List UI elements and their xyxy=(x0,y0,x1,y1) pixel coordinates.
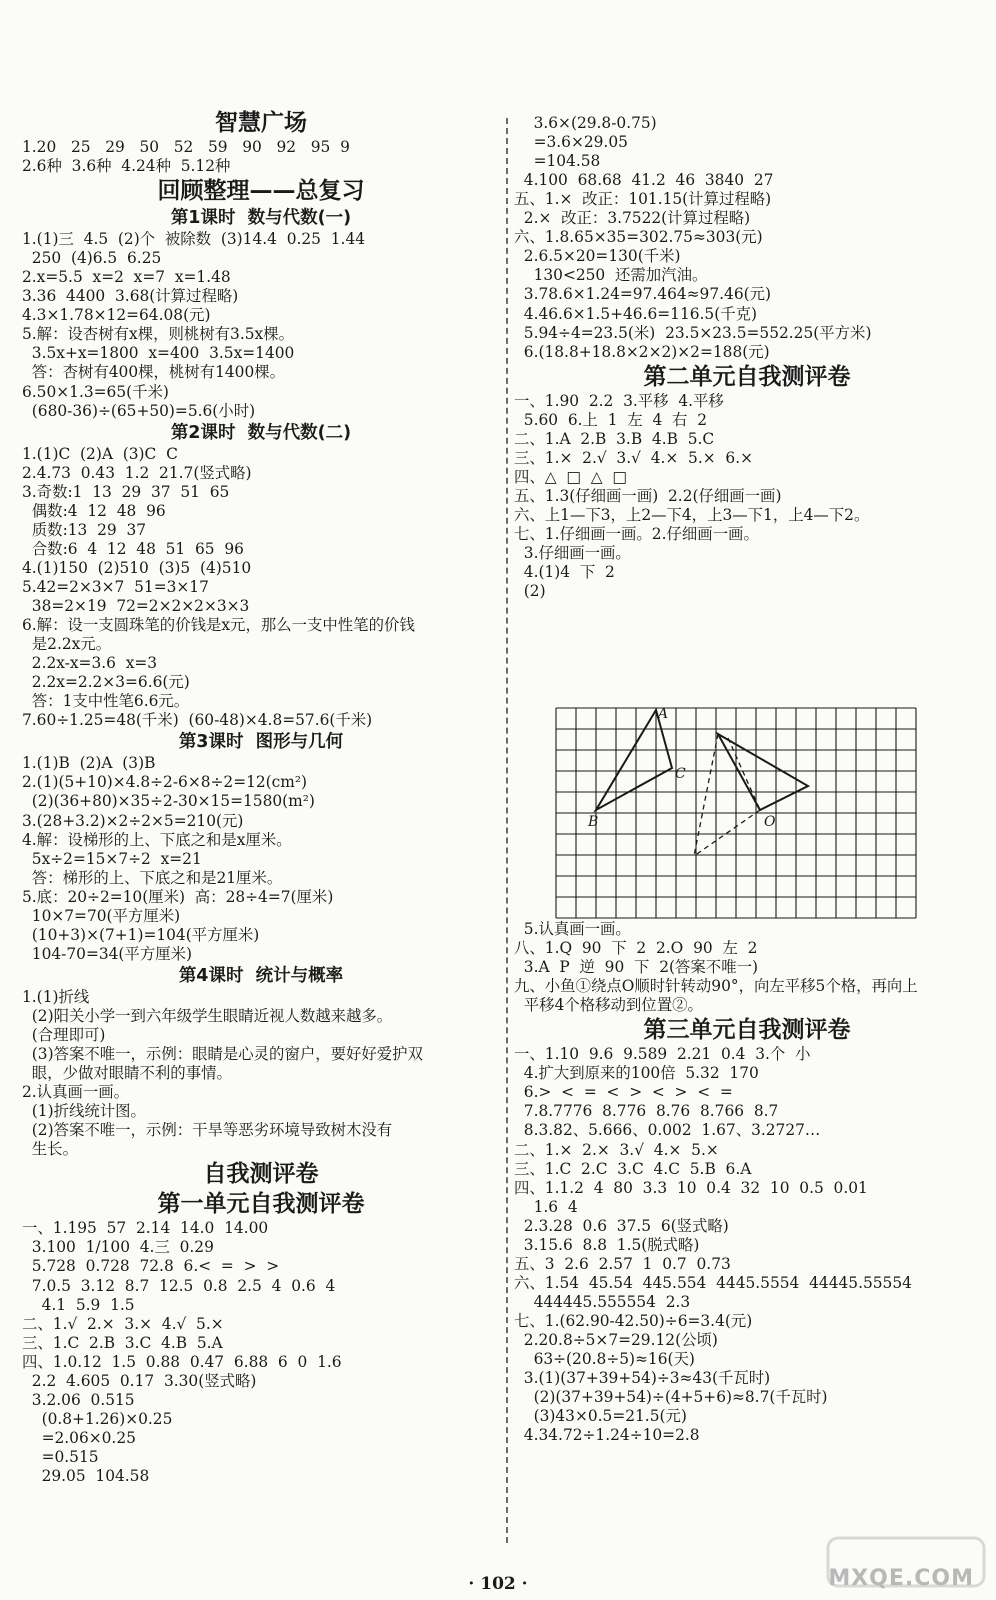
lesson-heading: 第4课时 统计与概率 xyxy=(178,965,344,986)
answer-line: 3.6×(29.8-0.75) xyxy=(514,114,657,132)
answer-line: 4.解：设梯形的上、下底之和是x厘米。 xyxy=(22,830,292,849)
section-heading: 自我测评卷 xyxy=(203,1161,319,1188)
answer-line: 1.(1)折线 xyxy=(22,987,90,1006)
answer-line: 5x÷2=15×7÷2 x=21 xyxy=(22,849,202,868)
section-heading: 第三单元自我测评卷 xyxy=(643,1017,851,1044)
answer-line: 5.60 6.上 1 左 4 右 2 xyxy=(514,410,707,429)
answer-line: 10×7=70(平方厘米) xyxy=(22,906,181,925)
answer-line: 六、1.54 45.54 445.554 4445.5554 44445.55554 xyxy=(514,1273,912,1292)
answer-line: 63÷(20.8÷5)≈16(天) xyxy=(514,1350,695,1369)
answer-line: (1)折线统计图。 xyxy=(22,1102,146,1121)
answer-line: =3.6×29.05 xyxy=(514,133,628,152)
answer-line: (3)答案不唯一，示例：眼睛是心灵的窗户，要好好爱护双 xyxy=(22,1045,423,1064)
answer-line: (10+3)×(7+1)=104(平方厘米) xyxy=(22,925,260,944)
answer-line: 3.(28+3.2)×2÷2×5=210(元) xyxy=(22,811,244,830)
answer-line: 3.5x+x=1800 x=400 3.5x=1400 xyxy=(22,344,295,363)
answer-line: 2.× 改正：3.7522(计算过程略) xyxy=(514,209,751,228)
answer-line: (0.8+1.26)×0.25 xyxy=(22,1409,173,1428)
answer-line: 2.3.28 0.6 37.5 6(竖式略) xyxy=(514,1216,729,1235)
answer-line: 2.认真画一画。 xyxy=(22,1083,130,1102)
section-heading: 第一单元自我测评卷 xyxy=(157,1191,365,1218)
answer-line: 3.奇数:1 13 29 37 51 65 xyxy=(22,482,230,501)
answer-line: 1.6 4 xyxy=(514,1197,578,1216)
answer-line: 5.94÷4=23.5(米) 23.5×23.5=552.25(平方米) xyxy=(514,323,872,342)
answer-line: 2.x=5.5 x=2 x=7 x=1.48 xyxy=(22,268,231,287)
answer-line: 是2.2x元。 xyxy=(22,635,112,654)
answer-line: 六、上1—下3，上2—下4，上3—下1，上4—下2。 xyxy=(514,505,870,524)
answer-line: 五、1.3(仔细画一画) 2.2(仔细画一画) xyxy=(514,486,782,505)
answer-line: 九、小鱼①绕点O顺时针转动90°，向左平移5个格，再向上 xyxy=(514,977,918,996)
answer-line: 一、1.10 9.6 9.589 2.21 0.4 3.个 小 xyxy=(514,1045,811,1064)
grid-figure xyxy=(554,706,924,924)
answer-line: 3.仔细画一画。 xyxy=(514,544,631,563)
answer-line: 2.4.73 0.43 1.2 21.7(竖式略) xyxy=(22,463,252,482)
answer-line: 2.2x-x=3.6 x=3 xyxy=(22,654,158,673)
answer-line: 平移4个格移动到位置②。 xyxy=(514,996,703,1015)
answer-line: 答：梯形的上、下底之和是21厘米。 xyxy=(22,868,283,887)
answer-line: 29.05 104.58 xyxy=(22,1467,150,1485)
answer-line: 4.(1)150 (2)510 (3)5 (4)510 xyxy=(22,558,252,577)
answer-line: 3.(1)(37+39+54)÷3≈43(千瓦时) xyxy=(514,1369,771,1388)
label-c: C xyxy=(675,766,686,782)
triangle-abc xyxy=(596,710,672,810)
answer-line: 五、3 2.6 2.57 1 0.7 0.73 xyxy=(514,1254,731,1273)
answer-line: 三、1.C 2.B 3.C 4.B 5.A xyxy=(22,1333,223,1352)
answer-line: 质数:13 29 37 xyxy=(22,520,147,539)
answer-line: 二、1.A 2.B 3.B 4.B 5.C xyxy=(514,429,715,448)
answer-line: 250 (4)6.5 6.25 xyxy=(22,249,162,268)
answer-line: 四、△ □ △ □ xyxy=(514,467,627,486)
answer-line: 4.扩大到原来的100倍 5.32 170 xyxy=(514,1064,759,1083)
answer-line: 2.2x=2.2×3=6.6(元) xyxy=(22,673,190,692)
answer-line: 4.(1)4 下 2 xyxy=(514,563,615,582)
answer-line: 5.认真画一画。 xyxy=(514,920,631,938)
answer-line: (2)(36+80)×35÷2-30×15=1580(m²) xyxy=(22,792,315,811)
answer-line: 7.60÷1.25=48(千米) (60-48)×4.8=57.6(千米) xyxy=(22,711,373,730)
triangle-o xyxy=(718,734,808,810)
answer-line: 1.(1)C (2)A (3)C C xyxy=(22,444,178,463)
answer-line: (2)(37+39+54)÷(4+5+6)≈8.7(千瓦时) xyxy=(514,1388,828,1407)
answer-line: 6.> < = < > < > < = xyxy=(514,1083,733,1102)
lesson-heading: 第2课时 数与代数(二) xyxy=(170,422,352,443)
answer-line: 1.20 25 29 50 52 59 90 92 95 9 xyxy=(22,138,350,156)
answer-line: 4.46.6×1.5+46.6=116.5(千克) xyxy=(514,304,758,323)
answer-line: 眼，少做对眼睛不利的事情。 xyxy=(22,1064,232,1083)
answer-line: 104-70=34(平方厘米) xyxy=(22,944,192,963)
answer-line: 5.底：20÷2=10(厘米) 高：28÷4=7(厘米) xyxy=(22,887,334,906)
answer-line: 生长。 xyxy=(22,1140,78,1159)
answer-line: 4.3×1.78×12=64.08(元) xyxy=(22,306,211,325)
answer-line: (3)43×0.5=21.5(元) xyxy=(514,1407,687,1426)
answer-line: 1.(1)B (2)A (3)B xyxy=(22,754,156,773)
dashed-line-1 xyxy=(694,734,718,856)
answer-line: 6.(18.8+18.8×2×2)×2=188(元) xyxy=(514,342,770,361)
label-o: O xyxy=(764,814,776,830)
answer-line: =104.58 xyxy=(514,152,601,171)
answer-line: 8.3.82、5.666、0.002 1.67、3.2727… xyxy=(514,1121,821,1140)
answer-line: 合数:6 4 12 48 51 65 96 xyxy=(22,539,244,558)
answer-line: 八、1.Q 90 下 2 2.O 90 左 2 xyxy=(514,939,758,958)
answer-line: 七、1.仔细画一画。2.仔细画一画。 xyxy=(514,525,759,543)
answer-line: 三、1.C 2.C 3.C 4.C 5.B 6.A xyxy=(514,1159,752,1178)
answer-line: 7.0.5 3.12 8.7 12.5 0.8 2.5 4 0.6 4 xyxy=(22,1276,336,1295)
answer-line: 130<250 还需加汽油。 xyxy=(514,266,708,285)
answer-line: 二、1.× 2.× 3.√ 4.× 5.× xyxy=(514,1140,719,1159)
watermark-text: MXQE.COM xyxy=(828,1566,974,1591)
label-a: A xyxy=(658,706,669,722)
answer-line: 答：1支中性笔6.6元。 xyxy=(22,692,190,711)
answer-line: (2)答案不唯一，示例：干旱等恶劣环境导致树木没有 xyxy=(22,1121,393,1140)
answer-line: 6.解：设一支圆珠笔的价钱是x元，那么一支中性笔的价钱 xyxy=(22,616,415,635)
answer-line: 3.2.06 0.515 xyxy=(22,1390,135,1409)
answer-line: =2.06×0.25 xyxy=(22,1428,136,1447)
answer-line: 7.8.7776 8.776 8.76 8.766 8.7 xyxy=(514,1102,779,1121)
answer-line: 2.20.8÷5×7=29.12(公顷) xyxy=(514,1331,718,1349)
answer-line: 四、1.0.12 1.5 0.88 0.47 6.88 6 0 1.6 xyxy=(22,1352,342,1371)
answer-line: =0.515 xyxy=(22,1447,99,1466)
answer-line: 6.50×1.3=65(千米) xyxy=(22,382,169,401)
lesson-heading: 第3课时 图形与几何 xyxy=(178,732,344,753)
answer-line: 3.36 4400 3.68(计算过程略) xyxy=(22,287,239,306)
answer-line: 4.100 68.68 41.2 46 3840 27 xyxy=(514,171,774,190)
section-heading: 第二单元自我测评卷 xyxy=(643,363,851,390)
answer-line: 5.728 0.728 72.8 6.< = > > xyxy=(22,1257,280,1276)
answer-line: 一、1.90 2.2 3.平移 4.平移 xyxy=(514,391,724,410)
section-heading: 回顾整理——总复习 xyxy=(157,178,365,205)
answer-line: 二、1.√ 2.× 3.× 4.√ 5.× xyxy=(22,1314,224,1333)
answer-line: 3.A P 逆 90 下 2(答案不唯一) xyxy=(514,958,758,977)
page-number: · 102 · xyxy=(468,1574,528,1594)
answer-line: 2.6.5×20=130(千米) xyxy=(514,247,681,266)
answer-line: 偶数:4 12 48 96 xyxy=(22,501,166,520)
answer-line: (2) xyxy=(514,582,546,601)
column-divider xyxy=(506,118,508,1543)
answer-line: 5.42=2×3×7 51=3×17 xyxy=(22,577,209,596)
answer-line: 3.15.6 8.8 1.5(脱式略) xyxy=(514,1235,700,1254)
answer-line: 三、1.× 2.√ 3.√ 4.× 5.× 6.× xyxy=(514,448,754,467)
answer-line: 四、1.1.2 4 80 3.3 10 0.4 32 10 0.5 0.01 xyxy=(514,1178,868,1197)
answer-line: 3.78.6×1.24=97.464≈97.46(元) xyxy=(514,285,772,304)
lesson-heading: 第1课时 数与代数(一) xyxy=(170,208,352,229)
answer-line: 5.解：设杏树有x棵，则桃树有3.5x棵。 xyxy=(22,325,294,344)
answer-line: (合理即可) xyxy=(22,1026,106,1044)
answer-line: 4.1 5.9 1.5 xyxy=(22,1295,135,1314)
answer-line: 一、1.195 57 2.14 14.0 14.00 xyxy=(22,1219,269,1238)
answer-line: 1.(1)三 4.5 (2)个 被除数 (3)14.4 0.25 1.44 xyxy=(22,230,366,249)
answer-line: 3.100 1/100 4.三 0.29 xyxy=(22,1238,214,1257)
answer-line: 七、1.(62.90-42.50)÷6=3.4(元) xyxy=(514,1311,753,1330)
answer-line: 2.2 4.605 0.17 3.30(竖式略) xyxy=(22,1371,257,1390)
answer-line: 4.34.72÷1.24÷10=2.8 xyxy=(514,1426,700,1445)
answer-line: 六、1.8.65×35=302.75≈303(元) xyxy=(514,228,763,247)
answer-line: 五、1.× 改正：101.15(计算过程略) xyxy=(514,190,772,209)
label-b: B xyxy=(588,814,599,830)
answer-line: 答：杏树有400棵，桃树有1400棵。 xyxy=(22,363,286,382)
answer-line: 2.6种 3.6种 4.24种 5.12种 xyxy=(22,157,231,176)
answer-line: 38=2×19 72=2×2×2×3×3 xyxy=(22,597,250,615)
answer-line: 444445.555554 2.3 xyxy=(514,1292,691,1311)
answer-line: (2)阳关小学一到六年级学生眼睛近视人数越来越多。 xyxy=(22,1006,393,1025)
section-heading: 智慧广场 xyxy=(215,110,307,136)
answer-line: 2.(1)(5+10)×4.8÷2-6×8÷2=12(cm²) xyxy=(22,773,308,792)
answer-line: (680-36)÷(65+50)=5.6(小时) xyxy=(22,401,256,420)
dashed-line-3 xyxy=(694,810,760,856)
